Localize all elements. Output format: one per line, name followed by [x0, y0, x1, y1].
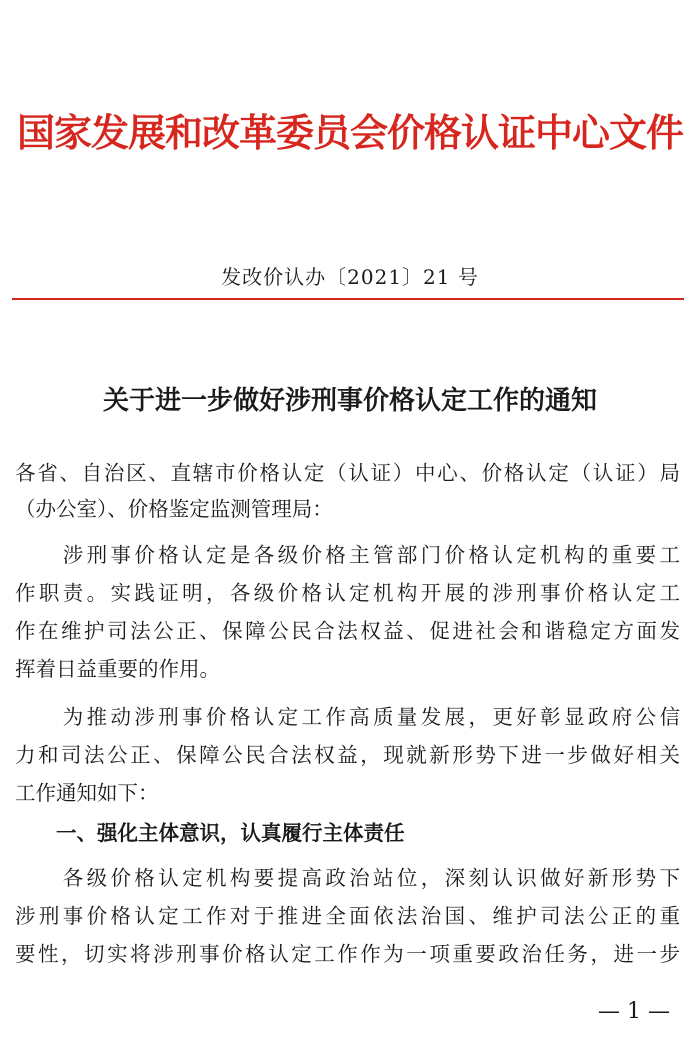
- body-line: 挥着日益重要的作用。: [15, 657, 220, 681]
- document-number: 发改价认办〔2021〕21 号: [221, 265, 479, 289]
- body-line: 各级价格认定机构要提高政治站位，深刻认识做好新形势下: [15, 866, 680, 890]
- body-line: 涉刑事价格认定工作对于推进全面依法治国、维护司法公正的重: [15, 904, 680, 928]
- document-title: 关于进一步做好涉刑事价格认定工作的通知: [102, 386, 597, 416]
- body-line: 工作通知如下：: [15, 781, 159, 805]
- body-line: （办公室）、价格鉴定监测管理局：: [15, 497, 333, 521]
- body-line: 各省、自治区、直辖市价格认定（认证）中心、价格认定（认证）局: [15, 461, 680, 485]
- red-divider: [12, 298, 684, 300]
- body-line: 作职责。实践证明，各级价格认定机构开展的涉刑事价格认定工: [15, 581, 680, 605]
- body-line: 力和司法公正、保障公民合法权益，现就新形势下进一步做好相关: [15, 743, 680, 767]
- section-heading: 一、强化主体意识，认真履行主体责任: [15, 821, 405, 845]
- masthead: 国家发展和改革委员会价格认证中心文件: [16, 111, 683, 155]
- body-line: 涉刑事价格认定是各级价格主管部门价格认定机构的重要工: [15, 543, 680, 567]
- body-line: 为推动涉刑事价格认定工作高质量发展，更好彰显政府公信: [15, 705, 680, 729]
- page-number: — 1 —: [598, 999, 670, 1024]
- body-line: 要性，切实将涉刑事价格认定工作作为一项重要政治任务，进一步: [15, 942, 680, 966]
- body-line: 作在维护司法公正、保障公民合法权益、促进社会和谐稳定方面发: [15, 619, 680, 643]
